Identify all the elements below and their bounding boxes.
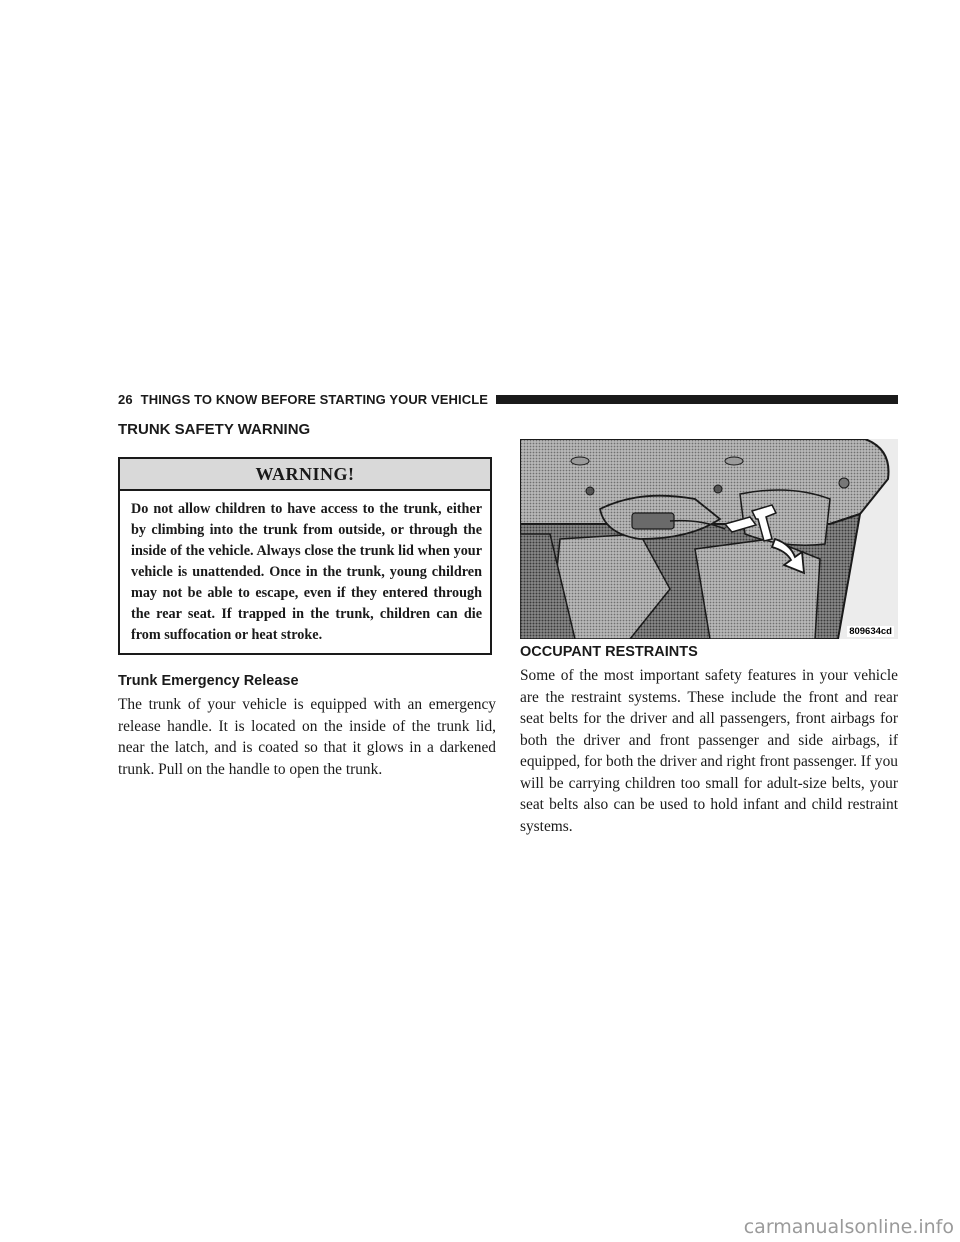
section-title: THINGS TO KNOW BEFORE STARTING YOUR VEHICLE: [140, 391, 489, 407]
warning-text: Do not allow children to have access to the trunk, either by climbing into the trunk from outside, or through the inside of the vehicle. Always close the trunk lid when your vehicle is unattended. Once in the trunk, young children may not be able to escape, even if they entered through the rear seat. If trapped in the trunk, children can die from suffocation or heat stroke.: [131, 501, 482, 643]
warning-box: [118, 457, 492, 655]
trunk-release-paragraph: The trunk of your vehicle is equipped with an emergency release handle. It is located on the inside of the trunk lid, near the latch, and is coated so that it glows in a darkened trunk. Pull on the handle to open the trunk.: [118, 696, 496, 778]
figure-code: 809634cd: [849, 626, 892, 637]
trunk-release-subheading: Trunk Emergency Release: [118, 673, 299, 689]
occupant-restraints-paragraph: Some of the most important safety features in your vehicle are the restraint systems. These include the front and rear seat belts for the driver and all passengers, front airbags for both the driver and front passenger and side airbags, if equipped, for both the driver and right front passenger. If you will be carrying children too small for adult-size belts, your seat belts also can be used to hold infant and child restraint systems.: [520, 667, 898, 835]
warning-title: WARNING!: [120, 459, 490, 491]
page-header: [118, 390, 898, 408]
page-number: 26: [118, 391, 133, 407]
trunk-release-illustration: [520, 439, 898, 639]
trunk-safety-heading: TRUNK SAFETY WARNING: [118, 421, 311, 438]
occupant-restraints-heading: OCCUPANT RESTRAINTS: [520, 644, 698, 660]
header-rule: [496, 395, 898, 404]
trunk-lid-drawing: [520, 439, 898, 639]
watermark-text: carmanualsonline.info: [743, 1216, 954, 1238]
